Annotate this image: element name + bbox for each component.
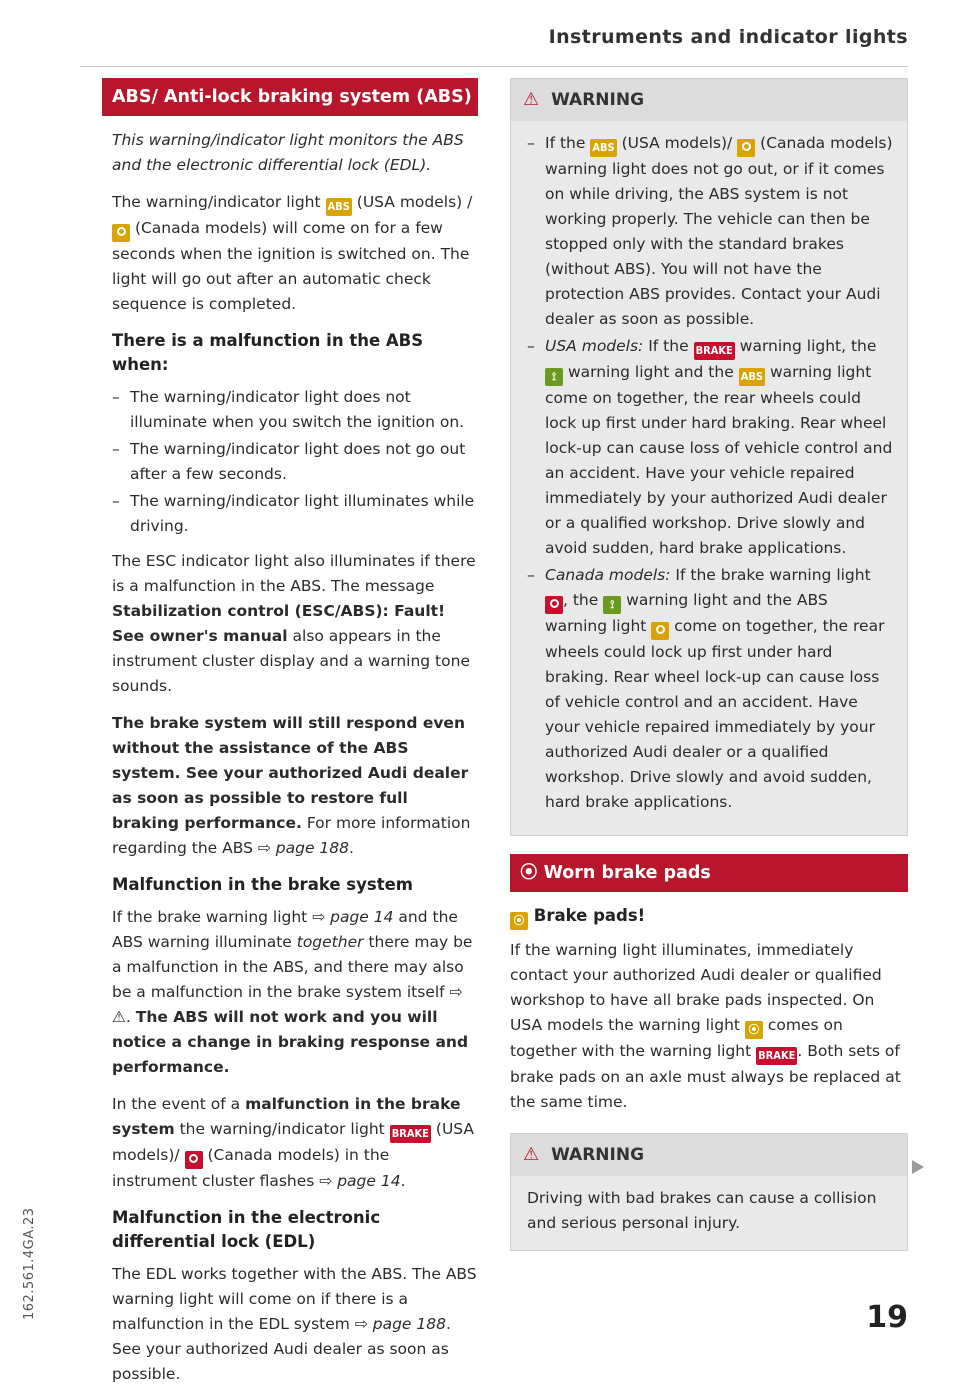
brake-canada-icon (185, 1151, 203, 1169)
header-title: Instruments and indicator lights (548, 26, 908, 48)
brake-event-paragraph: In the event of a malfunction in the brake system the warning/indicator light BRAKE (USA models)/ (Canada models) in the instrument cluster flashes ⇨ page 14. (112, 1095, 475, 1190)
abs-malfunction-list (112, 385, 478, 539)
warning-header: ⚠ WARNING (511, 79, 907, 121)
warning-triangle-icon: ⚠ (523, 89, 540, 110)
abs-canada-icon (112, 224, 130, 242)
brake-pads-subheading: ⦿ Brake pads! (510, 904, 908, 930)
page-header (80, 22, 908, 67)
abs-canada-icon (737, 139, 755, 157)
edl-paragraph: The EDL works together with the ABS. The ABS warning light will come on if there is a malfunction in the EDL system ⇨ page 188. See your authorized Audi dealer as soon as possible. (112, 1265, 477, 1383)
brake-pad-icon: ⦿ (520, 863, 538, 883)
list-item: – The warning/indicator light does not go out after a few seconds. (112, 437, 478, 487)
abs-intro: This warning/indicator light monitors the ABS and the electronic differential lock (EDL). (112, 131, 464, 174)
brake-pad-icon: ⦿ (510, 912, 528, 930)
abs-paragraph-1: The warning/indicator light ABS (USA models) / (Canada models) will come on for a few seconds when the ignition is switched on. The light will go out after an automatic check sequence is completed. (112, 193, 473, 313)
esc-icon: ⟟ (603, 596, 621, 614)
esc-icon: ⟟ (545, 368, 563, 386)
brake-pads-section-heading: ⦿ Worn brake pads (510, 854, 908, 892)
warning-ref-link[interactable]: ⇨ ⚠. (112, 983, 463, 1026)
brake-pads-warning-box (510, 1133, 908, 1251)
abs-usa-icon: ABS (326, 198, 352, 216)
brake-usa-icon: BRAKE (694, 342, 735, 360)
brake-usa-icon: BRAKE (756, 1047, 797, 1065)
list-item: – If the ABS (USA models)/ (Canada models) warning light does not go out, or if it comes on while driving, the ABS system is not working properly. The vehicle can then be stopped only with the standard brakes (without ABS). You will not have the protection ABS provides. Contact your Audi dealer as soon as possible. (527, 131, 893, 332)
abs-canada-icon (651, 622, 669, 640)
brake-system-heading: Malfunction in the brake system (112, 875, 413, 894)
warning-list (527, 131, 893, 815)
esc-paragraph: The ESC indicator light also illuminates if there is a malfunction in the ABS. The message Stabilization control (ESC/ABS): Fault! See owner's manual also appears in the instrument cluster display and a warning tone sounds. (112, 552, 476, 695)
abs-malfunction-heading: There is a malfunction in the ABS when: (112, 331, 424, 374)
edl-heading: Malfunction in the electronic differential lock (EDL) (112, 1208, 381, 1251)
warning-triangle-icon: ⚠ (523, 1144, 540, 1165)
list-item: – Canada models: If the brake warning light , the ⟟ warning light and the ABS warning light come on together, the rear wheels could lock up first under hard braking. Rear wheel lock-up can cause loss of vehicle control and an accident. Have your vehicle repaired immediately by your authorized Audi dealer or a qualified workshop. Drive slowly and avoid sudden, hard brake applications. (527, 563, 893, 815)
abs-usa-icon: ABS (739, 368, 765, 386)
page-number: 19 (866, 1300, 908, 1335)
brake-response-paragraph: The brake system will still respond even without the assistance of the ABS system. See your authorized Audi dealer as soon as possible to restore full braking performance. For more information regarding the ABS ⇨ page 188. (112, 714, 471, 857)
page-188-link[interactable]: ⇨ page 188 (354, 1315, 446, 1333)
list-item: – The warning/indicator light illuminates while driving. (112, 489, 478, 539)
left-column (112, 78, 478, 1399)
list-item: – USA models: If the BRAKE warning light, the ⟟ warning light and the ABS warning light come on together, the rear wheels could lock up first under hard braking. Rear wheel lock-up can cause loss of vehicle control and an accident. Have your vehicle repaired immediately by your authorized Audi dealer or a qualified workshop. Drive slowly and avoid sudden, hard brake applications. (527, 334, 893, 561)
list-item: – The warning/indicator light does not illuminate when you switch the ignition on. (112, 385, 478, 435)
abs-usa-icon: ABS (590, 139, 616, 157)
abs-section-heading (102, 78, 478, 116)
warning-text: Driving with bad brakes can cause a collision and serious personal injury. (527, 1189, 877, 1232)
abs-warning-box (510, 78, 908, 836)
document-code: 162.561.4GA.23 (22, 1207, 37, 1320)
brake-pads-paragraph: If the warning light illuminates, immediately contact your authorized Audi dealer or qualified workshop to have all brake pads inspected. On USA models the warning light ⦿ comes on together with the warning light BRAKE . Both sets of brake pads on an axle must always be replaced at the same time. (510, 941, 901, 1111)
page-14-link[interactable]: ⇨ page 14 (312, 908, 394, 926)
continue-arrow-icon (912, 1160, 924, 1174)
page-14-link[interactable]: ⇨ page 14 (319, 1172, 401, 1190)
brake-system-paragraph: If the brake warning light ⇨ page 14 and the ABS warning illuminate together there may be a malfunction in the ABS, and there may also be a malfunction in the brake system itself ⇨ ⚠. The ABS will not work and you will notice a change in braking response and performance. (112, 908, 473, 1076)
brake-pad-icon: ⦿ (745, 1021, 763, 1039)
brake-usa-icon: BRAKE (390, 1125, 431, 1143)
right-column (510, 78, 908, 1269)
page-188-link[interactable]: ⇨ page 188 (257, 839, 349, 857)
warning-header: ⚠ WARNING (511, 1134, 907, 1176)
abs-heading-text: ABS/ Anti-lock braking system (ABS) (112, 87, 472, 107)
brake-canada-icon (545, 596, 563, 614)
